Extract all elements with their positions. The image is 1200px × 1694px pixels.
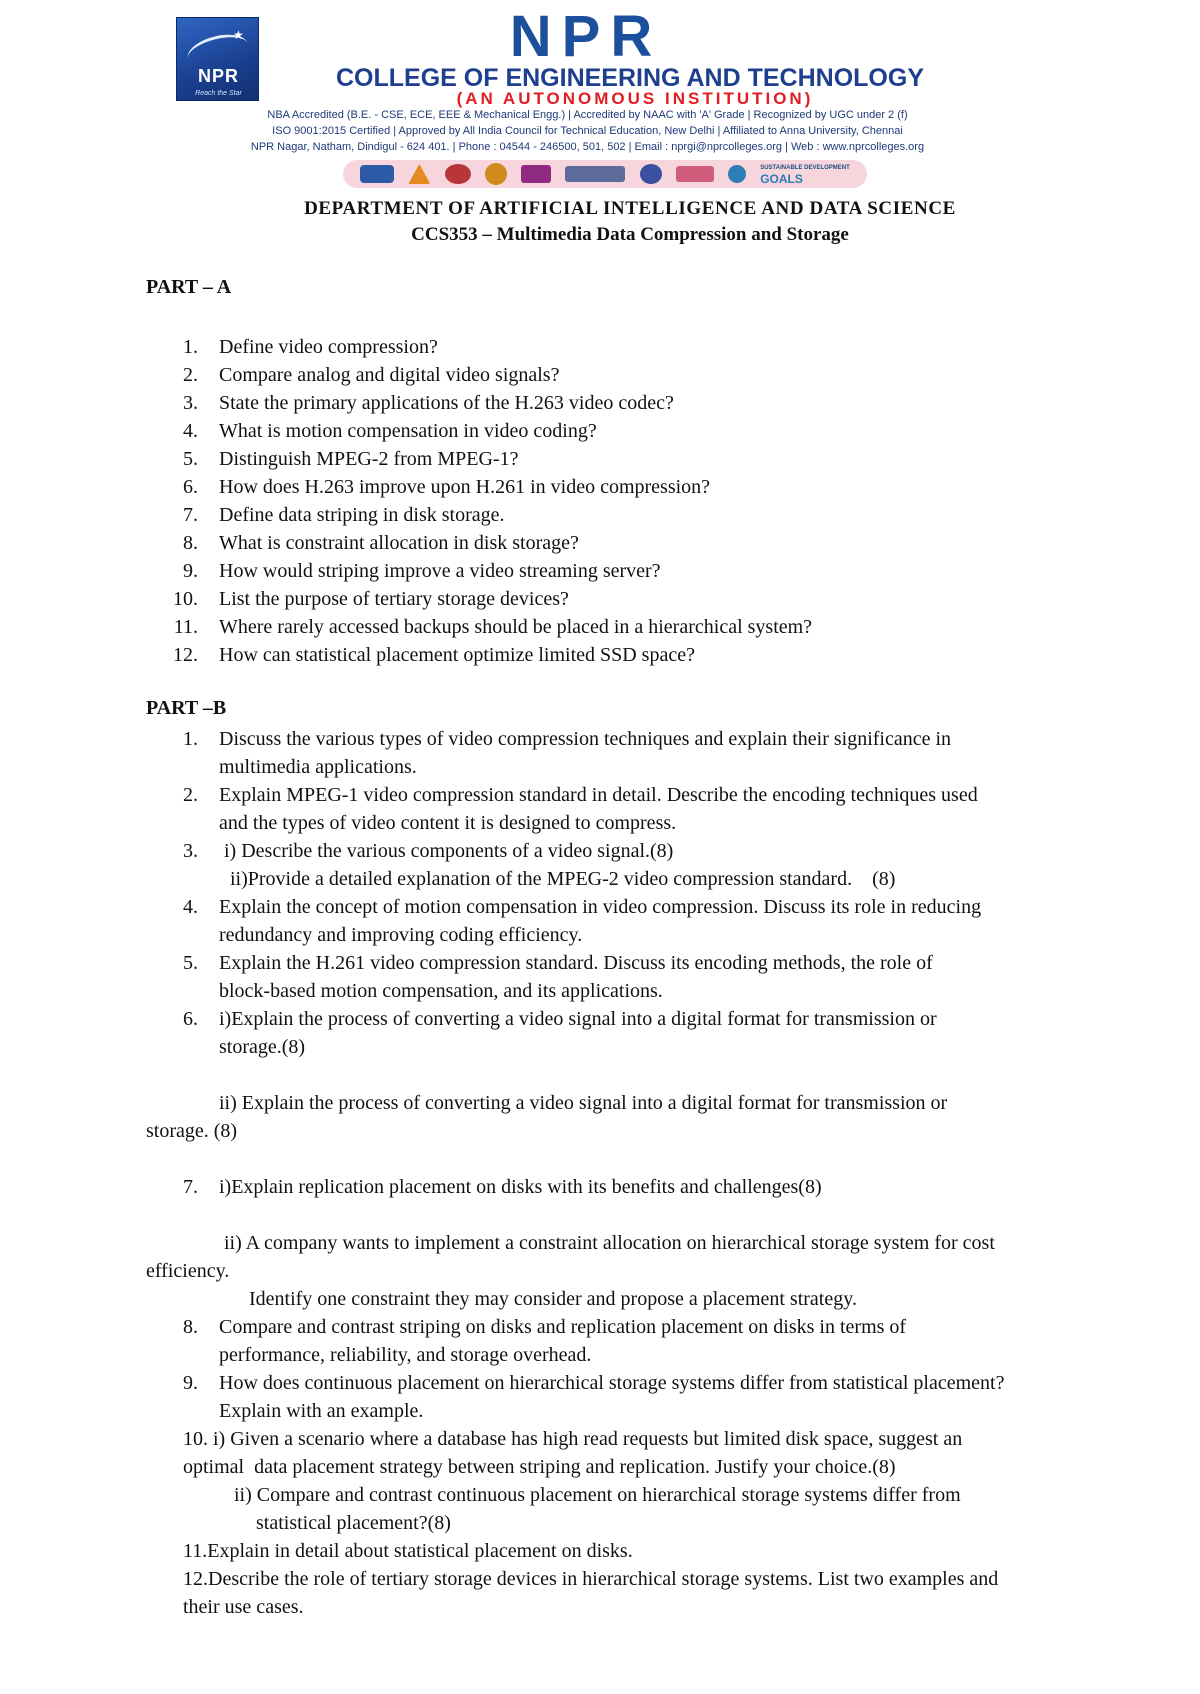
question-number: 2. <box>183 784 198 806</box>
innovation-cell-logo-icon <box>565 166 625 182</box>
question-text: i) Describe the various components of a video signal.(8) <box>219 840 674 862</box>
question-text-continued: performance, reliability, and storage overhead. <box>219 1344 592 1366</box>
question-text: Where rarely accessed backups should be placed in a hierarchical system? <box>219 616 813 638</box>
part-b-heading: PART –B <box>146 697 227 719</box>
logo-tagline: Reach the Star <box>195 90 242 97</box>
question-text-continued: multimedia applications. <box>219 756 417 778</box>
question-text: List the purpose of tertiary storage devices? <box>219 588 569 610</box>
question-text-continued: statistical placement?(8) <box>256 1512 451 1534</box>
question-number: 4. <box>183 896 198 918</box>
naac-logo-icon <box>408 164 430 184</box>
sdg-small-text: SUSTAINABLE DEVELOPMENT <box>760 165 850 171</box>
question-text: Compare analog and digital video signals? <box>219 364 560 386</box>
part-b-question-11: 11.Explain in detail about statistical placement on disks. <box>183 1540 633 1562</box>
question-number: 8. <box>183 532 198 554</box>
question-text: What is constraint allocation in disk storage? <box>219 532 579 554</box>
question-number: 10. <box>173 588 198 610</box>
sdg-logo <box>760 163 850 185</box>
question-text: Explain the H.261 video compression standard. Discuss its encoding methods, the role of <box>219 952 933 974</box>
question-text-continued: storage. (8) <box>146 1120 238 1142</box>
question-number: 3. <box>183 840 198 862</box>
question-text: How would striping improve a video streaming server? <box>219 560 661 582</box>
autonomous-label: (AN AUTONOMOUS INSTITUTION) <box>456 89 814 108</box>
question-text: How does H.263 improve upon H.261 in video compression? <box>219 476 711 498</box>
college-name: COLLEGE OF ENGINEERING AND TECHNOLOGY <box>336 64 924 92</box>
part-b-question-10: 10. i) Given a scenario where a database has high read requests but limited disk space, suggest an <box>183 1428 963 1450</box>
question-text-continued: Explain with an example. <box>219 1400 424 1422</box>
question-subpart: ii) Compare and contrast continuous placement on hierarchical storage systems differ from <box>234 1484 961 1506</box>
college-logo <box>176 17 259 101</box>
question-number: 9. <box>183 1372 198 1394</box>
question-number: 8. <box>183 1316 198 1338</box>
question-number: 5. <box>183 448 198 470</box>
question-text-continued: optimal data placement strategy between striping and replication. Justify your choice.(8) <box>183 1456 896 1478</box>
question-number: 7. <box>183 1176 198 1198</box>
question-text-continued: their use cases. <box>183 1596 304 1618</box>
logo-text: NPR <box>197 66 239 86</box>
sdg-text: GOALS <box>760 172 803 186</box>
question-text: Discuss the various types of video compression techniques and explain their significance in <box>219 728 952 750</box>
question-number: 6. <box>183 476 198 498</box>
question-text-continued: storage.(8) <box>219 1036 306 1058</box>
question-text: How can statistical placement optimize limited SSD space? <box>219 644 695 666</box>
anna-university-logo-icon <box>521 165 551 183</box>
institution-logo-icon <box>676 166 714 182</box>
department-title: DEPARTMENT OF ARTIFICIAL INTELLIGENCE AND DATA SCIENCE <box>304 198 956 219</box>
question-text: i)Explain replication placement on disks with its benefits and challenges(8) <box>219 1176 822 1198</box>
question-subpart: ii) A company wants to implement a constraint allocation on hierarchical storage system for cost <box>224 1232 995 1254</box>
question-number: 3. <box>183 392 198 414</box>
accreditation-line-1: NBA Accredited (B.E. - CSE, ECE, EEE & Mechanical Engg.) | Accredited by NAAC with 'A' Grade | Recognized by UGC under 2 (f) <box>267 109 908 121</box>
question-text-continued: Identify one constraint they may consider and propose a placement strategy. <box>249 1288 857 1310</box>
question-text-continued: and the types of video content it is designed to compress. <box>219 812 677 834</box>
question-number: 6. <box>183 1008 198 1030</box>
question-text: Compare and contrast striping on disks and replication placement on disks in terms of <box>219 1316 907 1338</box>
question-number: 1. <box>183 336 198 358</box>
question-subpart: ii) Explain the process of converting a video signal into a digital format for transmission or <box>219 1092 948 1114</box>
part-b-question-12: 12.Describe the role of tertiary storage devices in hierarchical storage systems. List two examples and <box>183 1568 999 1590</box>
question-number: 11. <box>173 616 198 638</box>
question-text: Define data striping in disk storage. <box>219 504 505 526</box>
iso-logo-icon <box>640 164 662 184</box>
question-text-continued: efficiency. <box>146 1260 230 1282</box>
nba-logo-icon <box>360 165 394 183</box>
question-text: State the primary applications of the H.263 video codec? <box>219 392 674 414</box>
question-number: 9. <box>183 560 198 582</box>
question-number: 1. <box>183 728 198 750</box>
question-subpart: ii)Provide a detailed explanation of the MPEG-2 video compression standard. (8) <box>230 868 896 890</box>
ugc-logo-icon <box>445 164 471 184</box>
question-text: What is motion compensation in video coding? <box>219 420 597 442</box>
part-a-heading: PART – A <box>146 276 232 298</box>
accreditation-line-2: ISO 9001:2015 Certified | Approved by All India Council for Technical Education, New Delhi | Affiliated to Anna University, Chennai <box>272 125 903 137</box>
question-text: Define video compression? <box>219 336 438 358</box>
question-number: 12. <box>173 644 198 666</box>
question-text: Explain MPEG-1 video compression standard in detail. Describe the encoding techniques used <box>219 784 978 806</box>
star-icon: ★ <box>233 28 244 42</box>
question-number: 7. <box>183 504 198 526</box>
address-line: NPR Nagar, Natham, Dindigul - 624 401. | Phone : 04544 - 246500, 501, 502 | Email : nprgi@nprcolleges.org | Web : www.nprcolleges.org <box>250 141 925 153</box>
question-number: 2. <box>183 364 198 386</box>
brand-name: NPR <box>509 4 663 69</box>
question-text: Explain the concept of motion compensation in video compression. Discuss its role in reducing <box>219 896 982 918</box>
sdg-wheel-icon <box>728 165 746 183</box>
question-number: 5. <box>183 952 198 974</box>
aicte-logo-icon <box>485 163 507 185</box>
question-text-continued: block-based motion compensation, and its applications. <box>219 980 663 1002</box>
affiliation-logo-strip <box>343 160 867 188</box>
question-number: 4. <box>183 420 198 442</box>
question-text: How does continuous placement on hierarchical storage systems differ from statistical placement? <box>219 1372 1005 1394</box>
question-text: i)Explain the process of converting a video signal into a digital format for transmission or <box>219 1008 937 1030</box>
question-text: Distinguish MPEG-2 from MPEG-1? <box>219 448 519 470</box>
question-text-continued: redundancy and improving coding efficiency. <box>219 924 583 946</box>
course-title: CCS353 – Multimedia Data Compression and Storage <box>411 224 849 245</box>
